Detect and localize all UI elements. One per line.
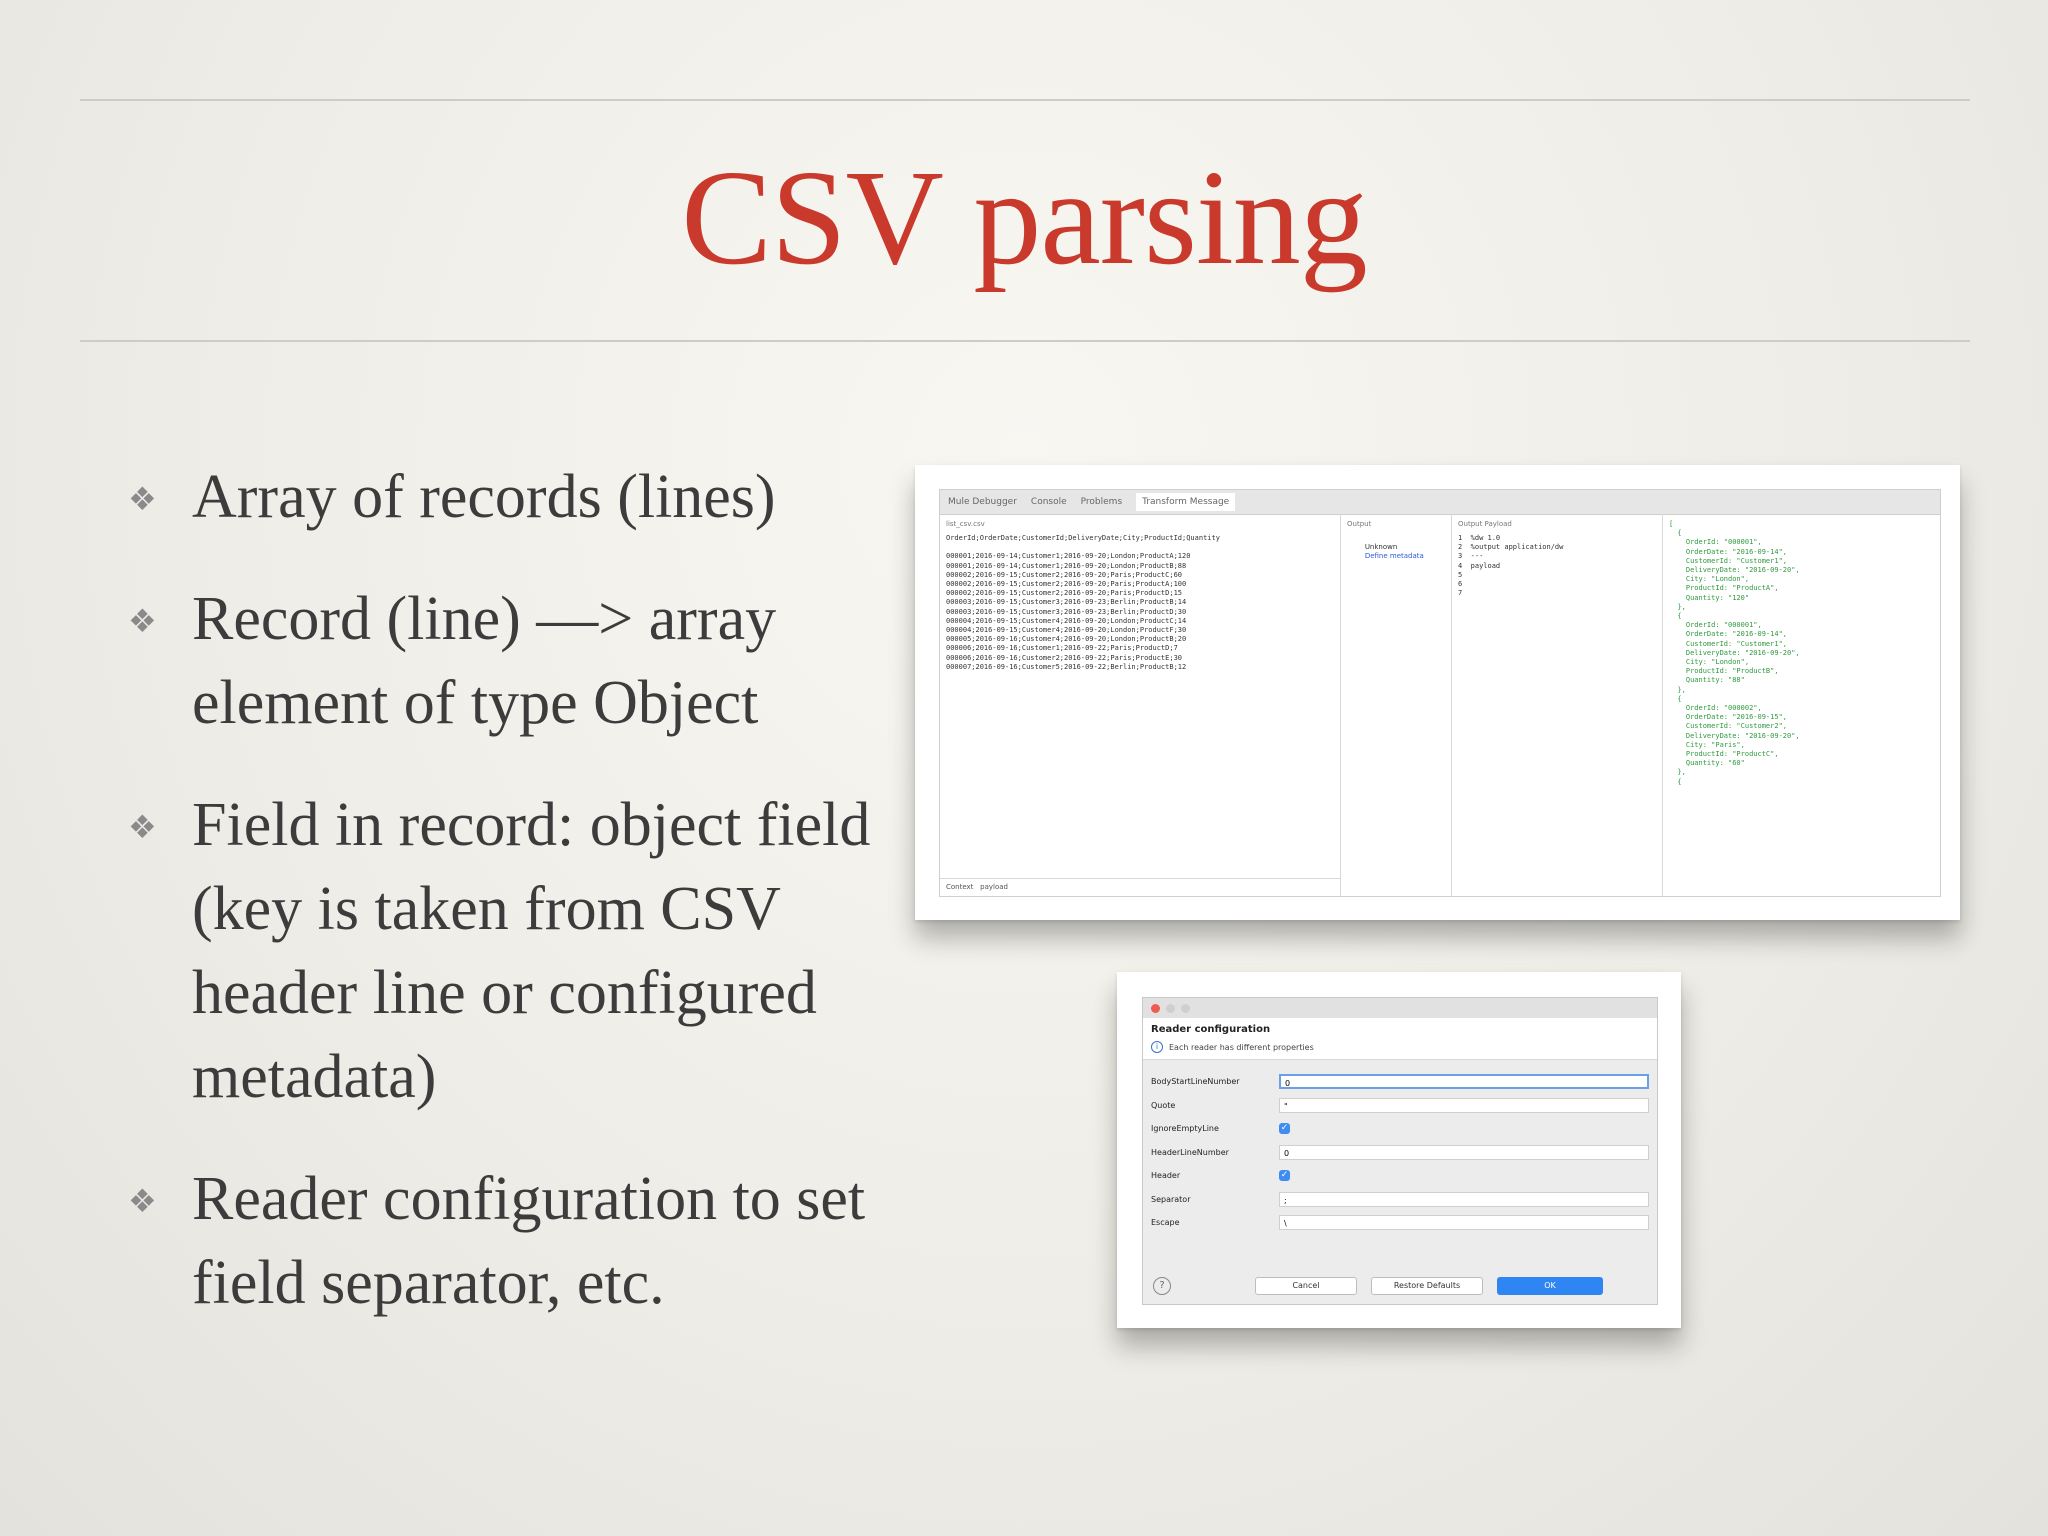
code-line: Quantity: "88" bbox=[1669, 676, 1745, 685]
code-line: 000006;2016-09-16;Customer1;2016-09-22;Paris;ProductD;7 bbox=[946, 644, 1178, 653]
metadata-pane bbox=[1341, 514, 1452, 896]
cancel-button[interactable]: Cancel bbox=[1255, 1277, 1357, 1295]
metadata-unknown: Unknown bbox=[1364, 543, 1398, 552]
dialog-title: Reader configuration bbox=[1151, 1024, 1271, 1035]
config-checkbox[interactable]: ✓ bbox=[1280, 1123, 1289, 1134]
code-line: City: "London", bbox=[1669, 575, 1750, 584]
minimize-window-icon[interactable] bbox=[1166, 1004, 1175, 1013]
code-line: OrderId: "000001", bbox=[1669, 621, 1762, 630]
define-metadata-link[interactable]: Define metadata bbox=[1364, 552, 1424, 561]
reader-config-screenshot bbox=[1117, 972, 1681, 1328]
config-input[interactable]: 0 bbox=[1279, 1074, 1649, 1089]
ide-screenshot bbox=[915, 465, 1960, 920]
context-label[interactable]: Context bbox=[946, 883, 974, 891]
code-line: CustomerId: "Customer1", bbox=[1669, 556, 1788, 565]
input-file-name: list_csv.csv bbox=[946, 520, 985, 528]
restore-defaults-button[interactable]: Restore Defaults bbox=[1371, 1277, 1483, 1295]
code-line: 000007;2016-09-16;Customer5;2016-09-22;Berlin;ProductB;12 bbox=[946, 662, 1187, 671]
tab-mule-debugger[interactable]: Mule Debugger bbox=[948, 497, 1017, 507]
bullet-mark-icon: ❖ bbox=[128, 1183, 157, 1219]
code-line: 1 %dw 1.0 bbox=[1458, 534, 1501, 542]
title-rule bbox=[80, 340, 1970, 342]
dialog-footer bbox=[1143, 1268, 1657, 1304]
code-line: City: "Paris", bbox=[1669, 740, 1745, 749]
json-output bbox=[1663, 514, 1940, 793]
metadata-info bbox=[1341, 528, 1451, 577]
ide-tab-bar bbox=[940, 490, 1940, 515]
code-line: Quantity: "120" bbox=[1669, 593, 1750, 602]
code-line: OrderDate: "2016-09-14", bbox=[1669, 630, 1788, 639]
code-line: 2 %output application/dw bbox=[1458, 543, 1564, 552]
config-label: Escape bbox=[1151, 1218, 1180, 1228]
config-input[interactable]: \ bbox=[1279, 1215, 1649, 1230]
config-row bbox=[1151, 1070, 1649, 1094]
tab-problems[interactable]: Problems bbox=[1080, 497, 1123, 507]
code-line: ProductId: "ProductC", bbox=[1669, 750, 1779, 759]
code-line: DeliveryDate: "2016-09-20", bbox=[1669, 648, 1800, 657]
code-line: [ bbox=[1669, 520, 1674, 528]
csv-content bbox=[940, 528, 1340, 678]
search-output[interactable]: Output bbox=[1347, 520, 1372, 528]
output-pane bbox=[1663, 514, 1940, 896]
code-line: 4 payload bbox=[1458, 561, 1501, 570]
code-line: 000002;2016-09-15;Customer2;2016-09-20;Paris;ProductA;100 bbox=[946, 580, 1187, 589]
code-line: 3 --- bbox=[1458, 552, 1484, 561]
config-input[interactable]: 0 bbox=[1279, 1145, 1649, 1160]
slide-title: CSV parsing bbox=[681, 143, 1367, 293]
dialog-header bbox=[1143, 1018, 1657, 1060]
bullet-item bbox=[128, 1157, 888, 1325]
code-line: 000004;2016-09-15;Customer4;2016-09-20;London;ProductF;30 bbox=[946, 626, 1187, 635]
code-line: 000002;2016-09-15;Customer2;2016-09-20;Paris;ProductD;15 bbox=[946, 589, 1183, 598]
config-row bbox=[1151, 1141, 1649, 1165]
config-label: BodyStartLineNumber bbox=[1151, 1077, 1240, 1087]
script-pane bbox=[1452, 514, 1663, 896]
bullet-text: Array of records (lines) bbox=[192, 463, 776, 531]
dialog-subtitle: Each reader has different properties bbox=[1169, 1042, 1314, 1052]
code-line: 000001;2016-09-14;Customer1;2016-09-20;London;ProductB;88 bbox=[946, 561, 1187, 570]
code-line: ProductId: "ProductA", bbox=[1669, 584, 1779, 593]
maximize-window-icon[interactable] bbox=[1181, 1004, 1190, 1013]
bullet-item bbox=[128, 783, 888, 1119]
code-line bbox=[946, 543, 1334, 552]
code-line: OrderId: "000001", bbox=[1669, 538, 1762, 547]
config-row bbox=[1151, 1094, 1649, 1118]
config-label: IgnoreEmptyLine bbox=[1151, 1124, 1219, 1134]
bullet-list bbox=[128, 455, 888, 1363]
reader-config-dialog bbox=[1142, 997, 1658, 1305]
code-line: 000003;2016-09-15;Customer3;2016-09-23;Berlin;ProductD;30 bbox=[946, 607, 1187, 616]
dialog-titlebar bbox=[1143, 998, 1657, 1018]
bullet-text: Field in record: object field (key is taken from CSV header line or configured metadata) bbox=[192, 791, 871, 1111]
code-line: 6 bbox=[1458, 580, 1463, 589]
config-label: Separator bbox=[1151, 1194, 1191, 1204]
code-line: DeliveryDate: "2016-09-20", bbox=[1669, 566, 1800, 575]
help-icon[interactable]: ? bbox=[1153, 1277, 1171, 1295]
code-line: OrderDate: "2016-09-14", bbox=[1669, 547, 1788, 556]
bullet-mark-icon: ❖ bbox=[128, 809, 157, 845]
config-label: Quote bbox=[1151, 1100, 1176, 1110]
config-row bbox=[1151, 1164, 1649, 1188]
code-line: { bbox=[1669, 777, 1682, 786]
config-input[interactable]: " bbox=[1279, 1098, 1649, 1113]
code-line: 000006;2016-09-16;Customer2;2016-09-22;Paris;ProductE;30 bbox=[946, 653, 1183, 662]
code-line: ProductId: "ProductB", bbox=[1669, 667, 1779, 676]
code-line: 000003;2016-09-15;Customer3;2016-09-23;Berlin;ProductB;14 bbox=[946, 598, 1187, 607]
tab-transform-message[interactable]: Transform Message bbox=[1136, 493, 1235, 511]
code-line: DeliveryDate: "2016-09-20", bbox=[1669, 731, 1800, 740]
code-line: City: "London", bbox=[1669, 658, 1750, 667]
bullet-mark-icon: ❖ bbox=[128, 481, 157, 517]
code-line: 000005;2016-09-16;Customer4;2016-09-20;London;ProductB;20 bbox=[946, 635, 1187, 644]
dialog-subtitle-row bbox=[1151, 1041, 1649, 1053]
code-line: 000004;2016-09-15;Customer4;2016-09-20;London;ProductC;14 bbox=[946, 616, 1187, 625]
config-label: HeaderLineNumber bbox=[1151, 1147, 1229, 1157]
top-rule bbox=[80, 99, 1970, 101]
code-line: CustomerId: "Customer2", bbox=[1669, 722, 1788, 731]
code-line: 5 bbox=[1458, 570, 1463, 579]
code-line: 7 bbox=[1458, 589, 1463, 598]
payload-label[interactable]: payload bbox=[980, 883, 1008, 891]
ide-window bbox=[939, 489, 1941, 897]
dataweave-script[interactable] bbox=[1452, 528, 1662, 604]
code-line: OrderId;OrderDate;CustomerId;DeliveryDate;City;ProductId;Quantity bbox=[946, 534, 1220, 542]
config-label: Header bbox=[1151, 1171, 1181, 1181]
bullet-item bbox=[128, 577, 888, 745]
context-bar bbox=[940, 878, 1340, 896]
bullet-mark-icon: ❖ bbox=[128, 603, 157, 639]
output-header: Output Payload bbox=[1458, 520, 1512, 528]
code-line: OrderId: "000002", bbox=[1669, 704, 1762, 713]
config-row bbox=[1151, 1117, 1649, 1141]
code-line: Quantity: "60" bbox=[1669, 759, 1745, 768]
bullet-item bbox=[128, 455, 888, 539]
close-window-icon[interactable] bbox=[1151, 1004, 1160, 1013]
code-line: 000001;2016-09-14;Customer1;2016-09-20;London;ProductA;120 bbox=[946, 552, 1191, 561]
code-line: 000002;2016-09-15;Customer2;2016-09-20;Paris;ProductC;60 bbox=[946, 570, 1183, 579]
code-line: { bbox=[1669, 694, 1682, 703]
code-line: OrderDate: "2016-09-15", bbox=[1669, 713, 1788, 722]
bullet-text: Record (line) —> array element of type Object bbox=[192, 585, 777, 737]
code-line: }, bbox=[1669, 685, 1686, 694]
config-checkbox[interactable]: ✓ bbox=[1280, 1170, 1289, 1181]
config-fields bbox=[1143, 1060, 1657, 1235]
code-line: { bbox=[1669, 529, 1682, 538]
info-icon: i bbox=[1151, 1041, 1163, 1053]
code-line: }, bbox=[1669, 602, 1686, 611]
config-input[interactable]: ; bbox=[1279, 1192, 1649, 1207]
code-line: { bbox=[1669, 612, 1682, 621]
code-line: CustomerId: "Customer1", bbox=[1669, 639, 1788, 648]
tab-console[interactable]: Console bbox=[1030, 497, 1067, 507]
code-line: }, bbox=[1669, 768, 1686, 777]
ok-button[interactable]: OK bbox=[1497, 1277, 1603, 1295]
bullet-text: Reader configuration to set field separator, etc. bbox=[192, 1165, 866, 1317]
config-row bbox=[1151, 1211, 1649, 1235]
config-row bbox=[1151, 1188, 1649, 1212]
csv-input-pane bbox=[940, 514, 1341, 896]
